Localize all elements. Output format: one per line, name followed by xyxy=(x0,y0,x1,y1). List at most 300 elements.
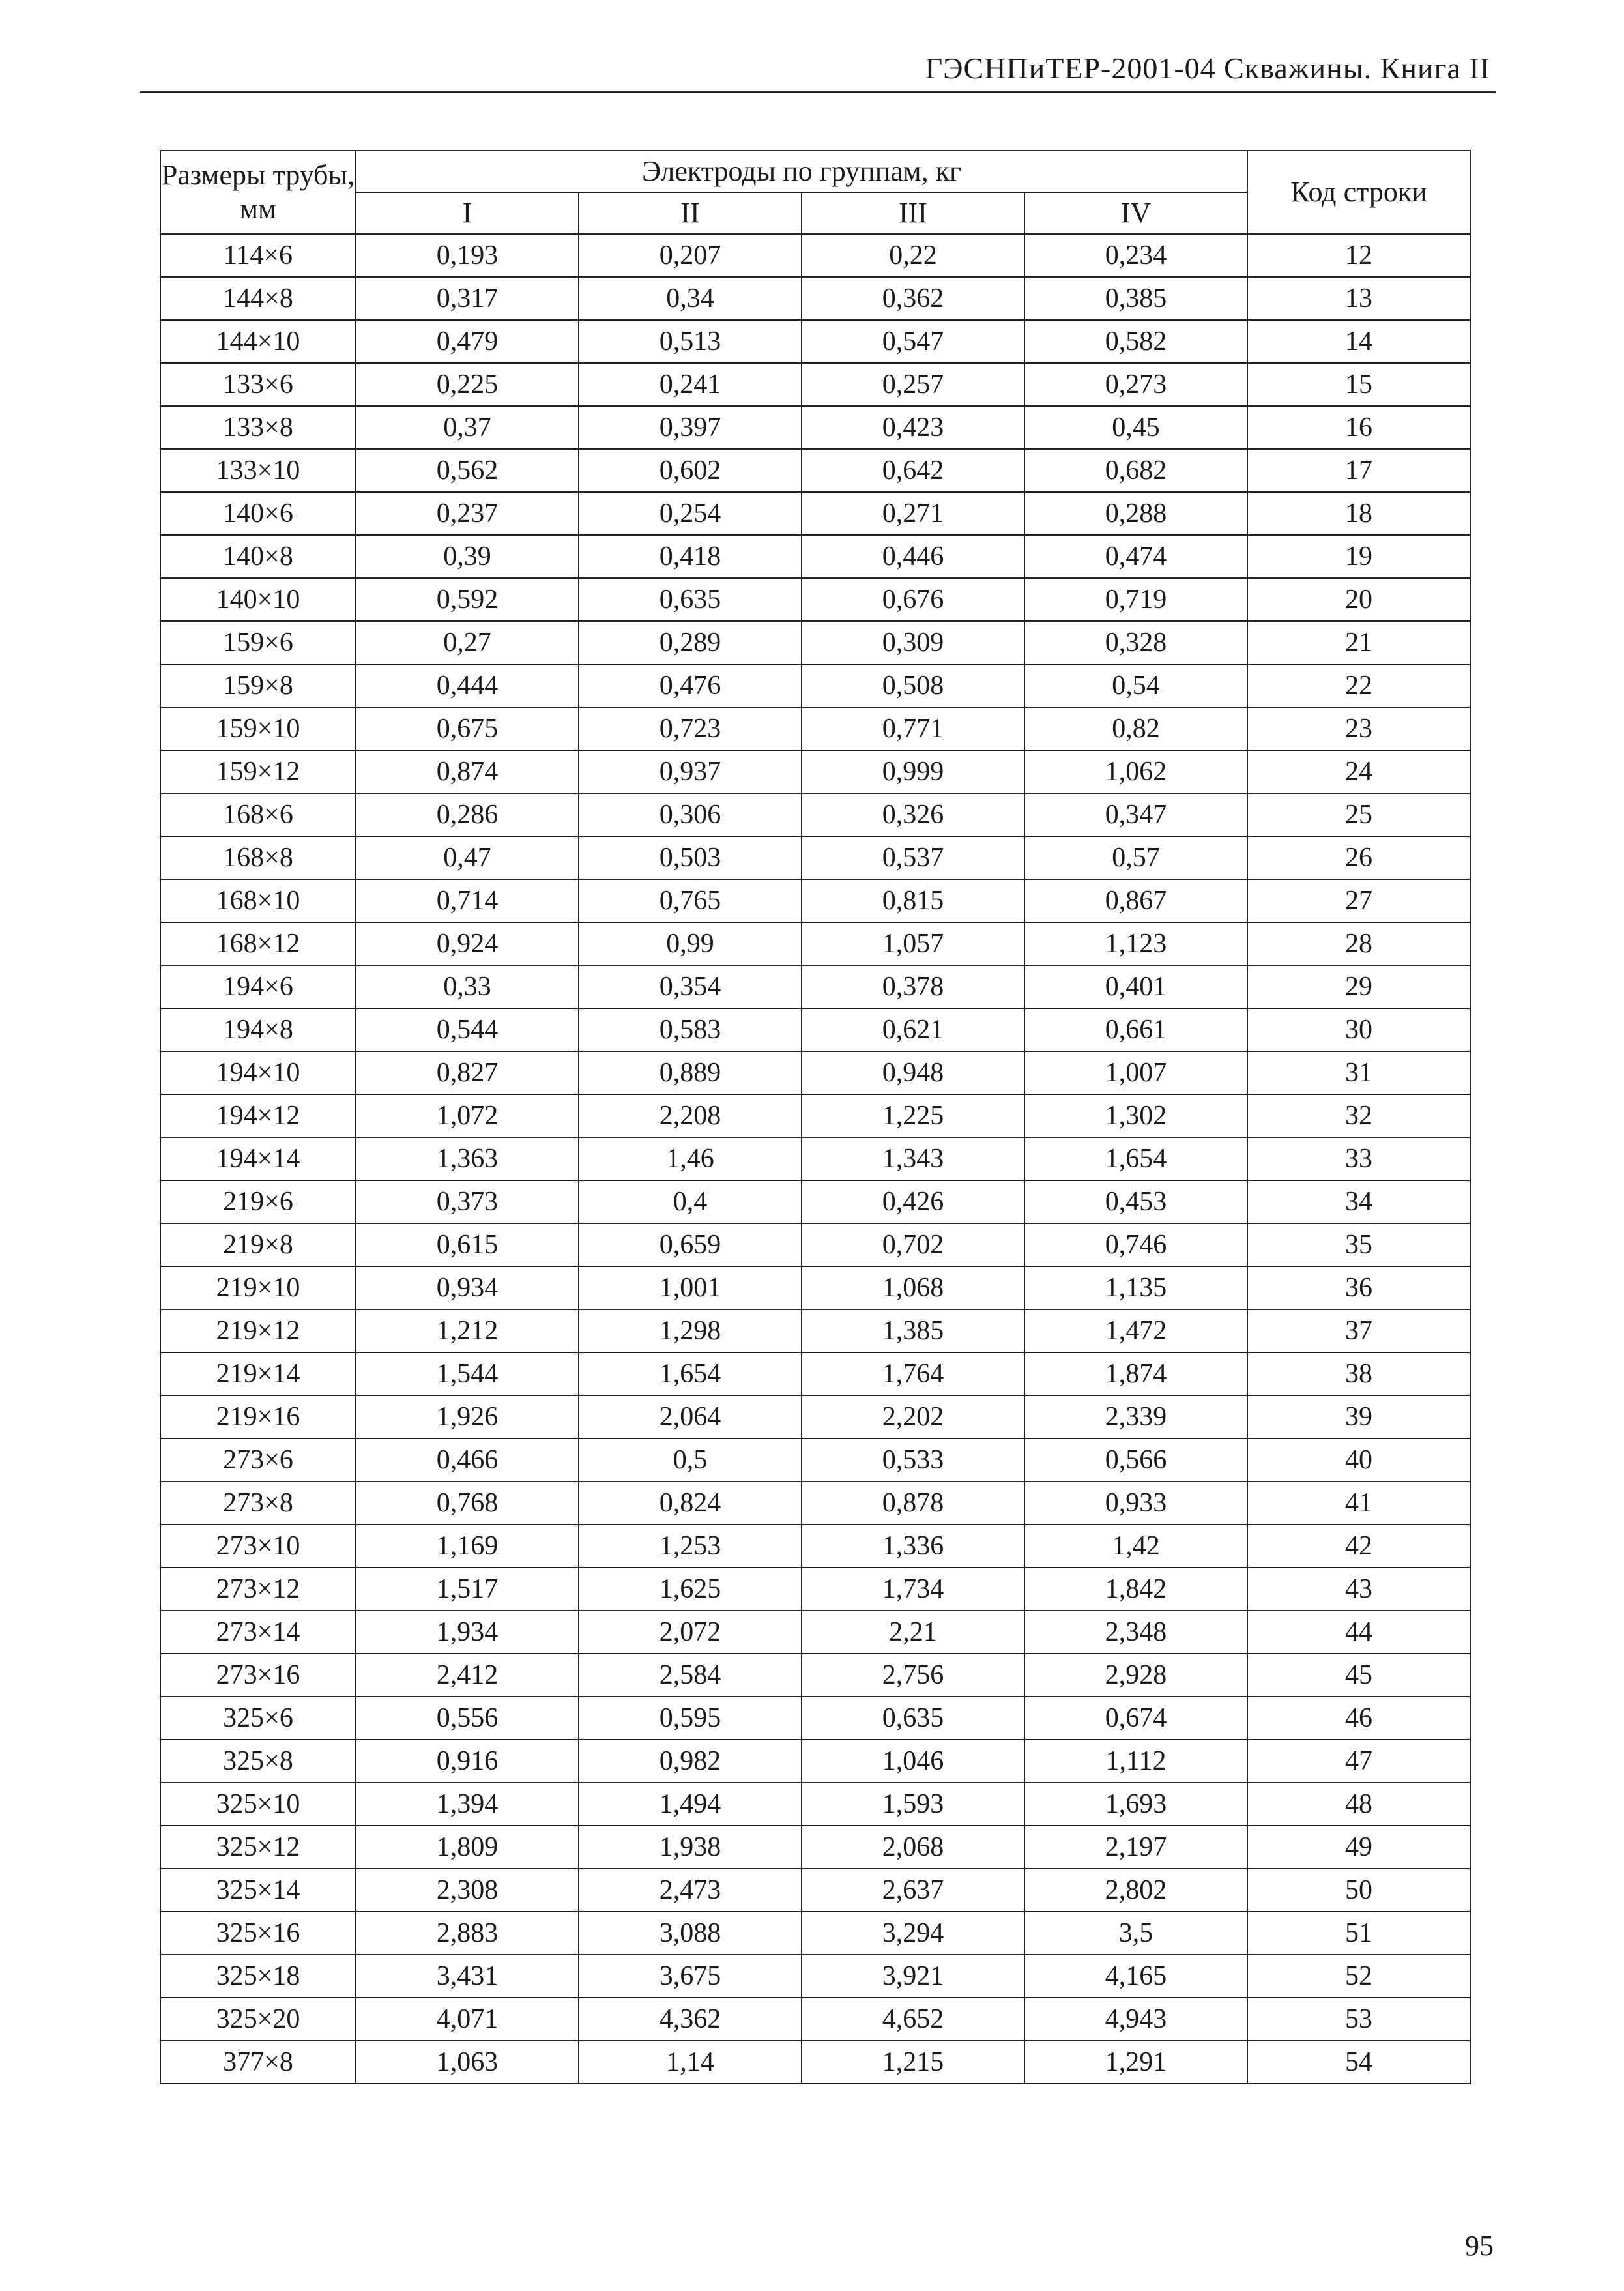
cell-group-1: 1,169 xyxy=(356,1525,579,1568)
cell-group-2: 0,513 xyxy=(579,320,802,363)
page-number: 95 xyxy=(1465,2230,1494,2262)
cell-group-3: 0,621 xyxy=(802,1008,1024,1051)
cell-group-4: 0,661 xyxy=(1024,1008,1247,1051)
cell-group-2: 0,635 xyxy=(579,578,802,621)
table-row xyxy=(160,1912,1470,1955)
table-row xyxy=(160,793,1470,836)
cell-group-3: 0,423 xyxy=(802,406,1024,449)
cell-group-2: 1,46 xyxy=(579,1137,802,1180)
cell-row-code: 17 xyxy=(1247,449,1470,492)
cell-group-2: 1,14 xyxy=(579,2041,802,2084)
cell-group-1: 0,768 xyxy=(356,1481,579,1525)
table-row xyxy=(160,836,1470,879)
cell-group-2: 0,765 xyxy=(579,879,802,922)
cell-group-2: 0,982 xyxy=(579,1740,802,1783)
cell-pipe-size: 168×8 xyxy=(160,836,356,879)
cell-group-4: 0,54 xyxy=(1024,664,1247,707)
cell-group-3: 0,878 xyxy=(802,1481,1024,1525)
cell-group-3: 1,336 xyxy=(802,1525,1024,1568)
cell-group-4: 1,654 xyxy=(1024,1137,1247,1180)
table-row xyxy=(160,1137,1470,1180)
cell-pipe-size: 219×6 xyxy=(160,1180,356,1223)
cell-group-3: 1,734 xyxy=(802,1568,1024,1611)
cell-group-1: 0,47 xyxy=(356,836,579,879)
cell-group-3: 2,21 xyxy=(802,1611,1024,1654)
cell-group-1: 0,675 xyxy=(356,707,579,750)
table-row xyxy=(160,1352,1470,1395)
cell-group-4: 1,302 xyxy=(1024,1094,1247,1137)
cell-group-3: 0,446 xyxy=(802,535,1024,578)
cell-group-2: 1,938 xyxy=(579,1826,802,1869)
cell-pipe-size: 133×6 xyxy=(160,363,356,406)
table-row xyxy=(160,1826,1470,1869)
cell-group-3: 2,637 xyxy=(802,1869,1024,1912)
cell-group-2: 0,583 xyxy=(579,1008,802,1051)
table-row xyxy=(160,1525,1470,1568)
cell-group-3: 3,294 xyxy=(802,1912,1024,1955)
cell-group-1: 2,412 xyxy=(356,1654,579,1697)
cell-row-code: 32 xyxy=(1247,1094,1470,1137)
cell-pipe-size: 159×8 xyxy=(160,664,356,707)
cell-group-3: 1,068 xyxy=(802,1266,1024,1309)
cell-group-1: 1,809 xyxy=(356,1826,579,1869)
cell-pipe-size: 273×12 xyxy=(160,1568,356,1611)
table-row xyxy=(160,535,1470,578)
cell-row-code: 51 xyxy=(1247,1912,1470,1955)
cell-group-4: 0,328 xyxy=(1024,621,1247,664)
cell-row-code: 30 xyxy=(1247,1008,1470,1051)
cell-group-3: 1,764 xyxy=(802,1352,1024,1395)
cell-group-2: 0,254 xyxy=(579,492,802,535)
cell-group-4: 0,347 xyxy=(1024,793,1247,836)
cell-group-3: 0,702 xyxy=(802,1223,1024,1266)
cell-group-1: 0,225 xyxy=(356,363,579,406)
cell-group-2: 1,654 xyxy=(579,1352,802,1395)
cell-group-4: 1,112 xyxy=(1024,1740,1247,1783)
cell-pipe-size: 140×6 xyxy=(160,492,356,535)
cell-group-4: 1,693 xyxy=(1024,1783,1247,1826)
cell-row-code: 15 xyxy=(1247,363,1470,406)
cell-group-2: 0,824 xyxy=(579,1481,802,1525)
cell-group-2: 0,99 xyxy=(579,922,802,965)
cell-row-code: 33 xyxy=(1247,1137,1470,1180)
cell-group-4: 0,682 xyxy=(1024,449,1247,492)
cell-group-1: 3,431 xyxy=(356,1955,579,1998)
cell-group-4: 0,288 xyxy=(1024,492,1247,535)
cell-group-3: 0,537 xyxy=(802,836,1024,879)
cell-group-4: 0,867 xyxy=(1024,879,1247,922)
cell-group-2: 0,397 xyxy=(579,406,802,449)
cell-group-4: 1,472 xyxy=(1024,1309,1247,1352)
table-row xyxy=(160,1008,1470,1051)
cell-row-code: 19 xyxy=(1247,535,1470,578)
cell-group-1: 1,394 xyxy=(356,1783,579,1826)
cell-row-code: 39 xyxy=(1247,1395,1470,1438)
cell-group-4: 2,197 xyxy=(1024,1826,1247,1869)
table-row xyxy=(160,1611,1470,1654)
cell-group-4: 2,348 xyxy=(1024,1611,1247,1654)
cell-row-code: 37 xyxy=(1247,1309,1470,1352)
cell-pipe-size: 133×8 xyxy=(160,406,356,449)
col-header-pipe-size: Размеры трубы, мм xyxy=(160,151,356,234)
cell-group-1: 0,562 xyxy=(356,449,579,492)
cell-group-3: 0,22 xyxy=(802,234,1024,277)
cell-group-3: 0,676 xyxy=(802,578,1024,621)
cell-group-3: 0,309 xyxy=(802,621,1024,664)
cell-row-code: 52 xyxy=(1247,1955,1470,1998)
table-row xyxy=(160,879,1470,922)
table-row xyxy=(160,1955,1470,1998)
cell-group-2: 1,625 xyxy=(579,1568,802,1611)
table-row xyxy=(160,750,1470,793)
table-row xyxy=(160,277,1470,320)
running-header: ГЭСНПиТЕР-2001-04 Скважины. Книга II xyxy=(925,51,1490,85)
cell-group-1: 0,39 xyxy=(356,535,579,578)
cell-pipe-size: 273×10 xyxy=(160,1525,356,1568)
col-header-row-code: Код строки xyxy=(1247,151,1470,234)
cell-group-4: 0,933 xyxy=(1024,1481,1247,1525)
cell-group-4: 2,928 xyxy=(1024,1654,1247,1697)
cell-row-code: 13 xyxy=(1247,277,1470,320)
cell-group-4: 0,453 xyxy=(1024,1180,1247,1223)
table-row xyxy=(160,1869,1470,1912)
cell-group-4: 0,57 xyxy=(1024,836,1247,879)
cell-group-3: 3,921 xyxy=(802,1955,1024,1998)
cell-row-code: 53 xyxy=(1247,1998,1470,2041)
cell-group-4: 0,234 xyxy=(1024,234,1247,277)
cell-group-1: 0,317 xyxy=(356,277,579,320)
cell-group-1: 0,874 xyxy=(356,750,579,793)
cell-group-3: 0,999 xyxy=(802,750,1024,793)
cell-row-code: 28 xyxy=(1247,922,1470,965)
cell-group-2: 0,476 xyxy=(579,664,802,707)
cell-row-code: 34 xyxy=(1247,1180,1470,1223)
cell-group-2: 0,595 xyxy=(579,1697,802,1740)
table-row xyxy=(160,1568,1470,1611)
cell-pipe-size: 219×16 xyxy=(160,1395,356,1438)
cell-row-code: 12 xyxy=(1247,234,1470,277)
cell-group-3: 2,068 xyxy=(802,1826,1024,1869)
cell-group-4: 2,802 xyxy=(1024,1869,1247,1912)
cell-group-3: 1,215 xyxy=(802,2041,1024,2084)
cell-group-1: 0,556 xyxy=(356,1697,579,1740)
cell-group-4: 0,674 xyxy=(1024,1697,1247,1740)
cell-group-2: 0,241 xyxy=(579,363,802,406)
table-row xyxy=(160,1654,1470,1697)
cell-group-2: 2,208 xyxy=(579,1094,802,1137)
cell-group-1: 0,193 xyxy=(356,234,579,277)
table-row xyxy=(160,1438,1470,1481)
cell-group-1: 1,517 xyxy=(356,1568,579,1611)
cell-group-2: 0,5 xyxy=(579,1438,802,1481)
cell-group-3: 0,815 xyxy=(802,879,1024,922)
cell-group-3: 1,385 xyxy=(802,1309,1024,1352)
cell-row-code: 20 xyxy=(1247,578,1470,621)
cell-group-1: 1,934 xyxy=(356,1611,579,1654)
cell-group-3: 0,547 xyxy=(802,320,1024,363)
cell-group-4: 0,82 xyxy=(1024,707,1247,750)
cell-group-1: 0,544 xyxy=(356,1008,579,1051)
cell-group-3: 0,635 xyxy=(802,1697,1024,1740)
cell-pipe-size: 377×8 xyxy=(160,2041,356,2084)
table-row xyxy=(160,1697,1470,1740)
cell-row-code: 27 xyxy=(1247,879,1470,922)
cell-row-code: 16 xyxy=(1247,406,1470,449)
cell-pipe-size: 325×12 xyxy=(160,1826,356,1869)
cell-group-3: 1,046 xyxy=(802,1740,1024,1783)
cell-group-3: 0,771 xyxy=(802,707,1024,750)
cell-pipe-size: 325×18 xyxy=(160,1955,356,1998)
cell-group-1: 1,363 xyxy=(356,1137,579,1180)
cell-group-2: 0,289 xyxy=(579,621,802,664)
cell-pipe-size: 140×8 xyxy=(160,535,356,578)
cell-group-4: 1,874 xyxy=(1024,1352,1247,1395)
cell-group-1: 2,883 xyxy=(356,1912,579,1955)
cell-group-1: 0,466 xyxy=(356,1438,579,1481)
cell-group-3: 1,343 xyxy=(802,1137,1024,1180)
cell-group-2: 0,503 xyxy=(579,836,802,879)
cell-row-code: 45 xyxy=(1247,1654,1470,1697)
cell-group-2: 3,675 xyxy=(579,1955,802,1998)
cell-pipe-size: 273×8 xyxy=(160,1481,356,1525)
cell-pipe-size: 194×6 xyxy=(160,965,356,1008)
cell-group-1: 0,592 xyxy=(356,578,579,621)
table-row xyxy=(160,621,1470,664)
cell-group-3: 0,326 xyxy=(802,793,1024,836)
cell-group-2: 0,207 xyxy=(579,234,802,277)
cell-pipe-size: 194×12 xyxy=(160,1094,356,1137)
cell-group-2: 0,723 xyxy=(579,707,802,750)
cell-pipe-size: 219×8 xyxy=(160,1223,356,1266)
cell-group-4: 1,135 xyxy=(1024,1266,1247,1309)
cell-pipe-size: 159×12 xyxy=(160,750,356,793)
cell-group-4: 0,719 xyxy=(1024,578,1247,621)
cell-row-code: 43 xyxy=(1247,1568,1470,1611)
cell-group-1: 0,286 xyxy=(356,793,579,836)
cell-group-3: 1,225 xyxy=(802,1094,1024,1137)
cell-pipe-size: 168×6 xyxy=(160,793,356,836)
cell-group-1: 1,926 xyxy=(356,1395,579,1438)
cell-group-2: 0,937 xyxy=(579,750,802,793)
cell-group-3: 0,271 xyxy=(802,492,1024,535)
cell-group-4: 1,291 xyxy=(1024,2041,1247,2084)
cell-group-3: 0,533 xyxy=(802,1438,1024,1481)
cell-pipe-size: 325×10 xyxy=(160,1783,356,1826)
cell-row-code: 46 xyxy=(1247,1697,1470,1740)
cell-row-code: 40 xyxy=(1247,1438,1470,1481)
table-row xyxy=(160,1481,1470,1525)
cell-group-1: 2,308 xyxy=(356,1869,579,1912)
cell-group-3: 0,362 xyxy=(802,277,1024,320)
col-header-group-4: IV xyxy=(1024,192,1247,234)
cell-group-4: 0,474 xyxy=(1024,535,1247,578)
cell-group-2: 2,473 xyxy=(579,1869,802,1912)
cell-pipe-size: 194×10 xyxy=(160,1051,356,1094)
cell-row-code: 29 xyxy=(1247,965,1470,1008)
cell-row-code: 31 xyxy=(1247,1051,1470,1094)
cell-group-4: 1,007 xyxy=(1024,1051,1247,1094)
cell-pipe-size: 168×12 xyxy=(160,922,356,965)
header-rule xyxy=(140,91,1496,93)
cell-pipe-size: 325×6 xyxy=(160,1697,356,1740)
table-body xyxy=(160,234,1470,2084)
table-row xyxy=(160,1094,1470,1137)
cell-row-code: 44 xyxy=(1247,1611,1470,1654)
cell-group-2: 1,253 xyxy=(579,1525,802,1568)
cell-row-code: 21 xyxy=(1247,621,1470,664)
cell-group-1: 0,33 xyxy=(356,965,579,1008)
cell-group-4: 2,339 xyxy=(1024,1395,1247,1438)
cell-group-1: 0,373 xyxy=(356,1180,579,1223)
cell-group-1: 1,544 xyxy=(356,1352,579,1395)
cell-pipe-size: 140×10 xyxy=(160,578,356,621)
cell-row-code: 50 xyxy=(1247,1869,1470,1912)
cell-group-4: 0,746 xyxy=(1024,1223,1247,1266)
cell-group-1: 0,924 xyxy=(356,922,579,965)
cell-group-4: 1,842 xyxy=(1024,1568,1247,1611)
cell-pipe-size: 194×8 xyxy=(160,1008,356,1051)
cell-pipe-size: 133×10 xyxy=(160,449,356,492)
cell-group-4: 0,566 xyxy=(1024,1438,1247,1481)
cell-pipe-size: 219×12 xyxy=(160,1309,356,1352)
cell-pipe-size: 273×6 xyxy=(160,1438,356,1481)
cell-group-2: 0,34 xyxy=(579,277,802,320)
table-row xyxy=(160,1223,1470,1266)
cell-group-1: 4,071 xyxy=(356,1998,579,2041)
cell-row-code: 48 xyxy=(1247,1783,1470,1826)
cell-group-1: 0,615 xyxy=(356,1223,579,1266)
cell-row-code: 36 xyxy=(1247,1266,1470,1309)
cell-pipe-size: 325×16 xyxy=(160,1912,356,1955)
table-row xyxy=(160,234,1470,277)
cell-pipe-size: 168×10 xyxy=(160,879,356,922)
cell-group-3: 0,257 xyxy=(802,363,1024,406)
cell-group-2: 0,306 xyxy=(579,793,802,836)
cell-group-3: 0,642 xyxy=(802,449,1024,492)
table-row xyxy=(160,1266,1470,1309)
cell-pipe-size: 144×8 xyxy=(160,277,356,320)
cell-group-2: 2,064 xyxy=(579,1395,802,1438)
electrode-consumption-table xyxy=(160,150,1471,2084)
cell-group-1: 1,072 xyxy=(356,1094,579,1137)
cell-row-code: 24 xyxy=(1247,750,1470,793)
cell-group-2: 4,362 xyxy=(579,1998,802,2041)
cell-row-code: 47 xyxy=(1247,1740,1470,1783)
table-row xyxy=(160,492,1470,535)
cell-group-4: 0,45 xyxy=(1024,406,1247,449)
table-row xyxy=(160,1309,1470,1352)
table-row xyxy=(160,2041,1470,2084)
table-row xyxy=(160,578,1470,621)
cell-row-code: 14 xyxy=(1247,320,1470,363)
cell-pipe-size: 114×6 xyxy=(160,234,356,277)
cell-group-3: 4,652 xyxy=(802,1998,1024,2041)
cell-row-code: 35 xyxy=(1247,1223,1470,1266)
cell-group-4: 0,385 xyxy=(1024,277,1247,320)
table-row xyxy=(160,320,1470,363)
cell-row-code: 38 xyxy=(1247,1352,1470,1395)
cell-group-1: 0,444 xyxy=(356,664,579,707)
cell-group-4: 4,165 xyxy=(1024,1955,1247,1998)
cell-pipe-size: 194×14 xyxy=(160,1137,356,1180)
cell-group-4: 3,5 xyxy=(1024,1912,1247,1955)
table-row xyxy=(160,1783,1470,1826)
cell-group-2: 1,494 xyxy=(579,1783,802,1826)
cell-group-1: 0,714 xyxy=(356,879,579,922)
cell-group-4: 0,273 xyxy=(1024,363,1247,406)
cell-group-4: 1,123 xyxy=(1024,922,1247,965)
cell-pipe-size: 325×14 xyxy=(160,1869,356,1912)
cell-row-code: 18 xyxy=(1247,492,1470,535)
cell-pipe-size: 159×6 xyxy=(160,621,356,664)
cell-group-1: 0,934 xyxy=(356,1266,579,1309)
cell-row-code: 49 xyxy=(1247,1826,1470,1869)
cell-group-1: 1,212 xyxy=(356,1309,579,1352)
cell-group-2: 0,418 xyxy=(579,535,802,578)
table-row xyxy=(160,965,1470,1008)
cell-group-2: 0,4 xyxy=(579,1180,802,1223)
cell-group-4: 0,401 xyxy=(1024,965,1247,1008)
cell-row-code: 26 xyxy=(1247,836,1470,879)
cell-pipe-size: 159×10 xyxy=(160,707,356,750)
cell-group-2: 0,602 xyxy=(579,449,802,492)
cell-row-code: 23 xyxy=(1247,707,1470,750)
cell-group-2: 0,659 xyxy=(579,1223,802,1266)
cell-row-code: 54 xyxy=(1247,2041,1470,2084)
table-row xyxy=(160,363,1470,406)
cell-group-1: 0,916 xyxy=(356,1740,579,1783)
cell-pipe-size: 219×10 xyxy=(160,1266,356,1309)
cell-group-4: 0,582 xyxy=(1024,320,1247,363)
cell-group-2: 1,001 xyxy=(579,1266,802,1309)
cell-group-2: 2,584 xyxy=(579,1654,802,1697)
cell-group-2: 3,088 xyxy=(579,1912,802,1955)
cell-group-3: 0,948 xyxy=(802,1051,1024,1094)
cell-pipe-size: 273×16 xyxy=(160,1654,356,1697)
table-row xyxy=(160,1180,1470,1223)
cell-row-code: 22 xyxy=(1247,664,1470,707)
table-row xyxy=(160,449,1470,492)
cell-group-4: 1,062 xyxy=(1024,750,1247,793)
table-row xyxy=(160,664,1470,707)
cell-row-code: 42 xyxy=(1247,1525,1470,1568)
cell-pipe-size: 144×10 xyxy=(160,320,356,363)
cell-group-3: 2,202 xyxy=(802,1395,1024,1438)
table-row xyxy=(160,707,1470,750)
cell-group-1: 0,237 xyxy=(356,492,579,535)
cell-pipe-size: 219×14 xyxy=(160,1352,356,1395)
cell-group-2: 2,072 xyxy=(579,1611,802,1654)
cell-group-1: 0,37 xyxy=(356,406,579,449)
cell-group-2: 0,889 xyxy=(579,1051,802,1094)
cell-group-3: 2,756 xyxy=(802,1654,1024,1697)
col-header-group-1: I xyxy=(356,192,579,234)
cell-pipe-size: 325×20 xyxy=(160,1998,356,2041)
table-row xyxy=(160,922,1470,965)
table-row xyxy=(160,406,1470,449)
cell-pipe-size: 273×14 xyxy=(160,1611,356,1654)
col-header-group-2: II xyxy=(579,192,802,234)
cell-group-4: 4,943 xyxy=(1024,1998,1247,2041)
cell-group-1: 0,27 xyxy=(356,621,579,664)
cell-group-2: 0,354 xyxy=(579,965,802,1008)
cell-row-code: 41 xyxy=(1247,1481,1470,1525)
cell-group-3: 1,593 xyxy=(802,1783,1024,1826)
table-row xyxy=(160,1740,1470,1783)
table-row xyxy=(160,1051,1470,1094)
cell-group-4: 1,42 xyxy=(1024,1525,1247,1568)
cell-pipe-size: 325×8 xyxy=(160,1740,356,1783)
